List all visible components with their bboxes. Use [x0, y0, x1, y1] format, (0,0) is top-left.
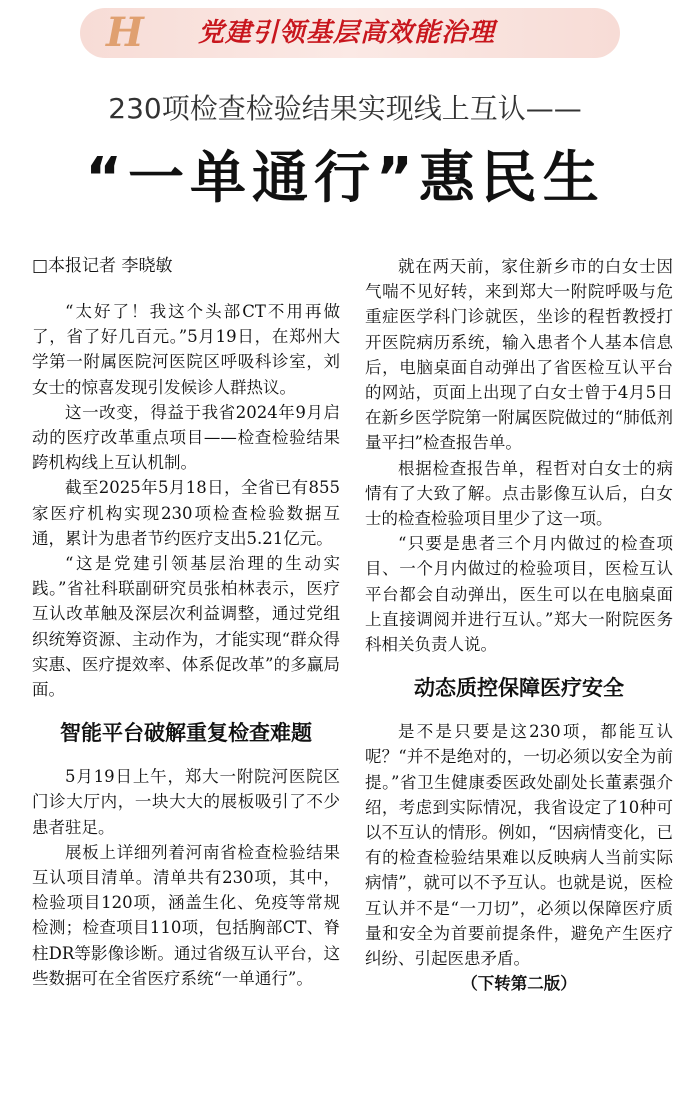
body-paragraph: “这是党建引领基层治理的生动实践。”省社科联副研究员张柏林表示，医疗互认改革触及深层次利益调整，通过党组织统筹资源、主动作为，才能实现“群众得实惠、医疗提效率、体系促改革”的多赢局面。 — [32, 554, 340, 700]
section-heading: 智能平台破解重复检查难题 — [60, 721, 312, 746]
section-banner — [80, 8, 620, 58]
body-paragraph: 根据检查报告单，程哲对白女士的病情有了大致了解。点击影像互认后，白女士的检查检验项目里少了这一项。 — [365, 458, 673, 529]
body-paragraph: 截至2025年5月18日，全省已有855家医疗机构实现230项检查检验数据互通，累计为患者节约医疗支出5.21亿元。 — [32, 478, 340, 548]
continued-note: （下转第二版） — [461, 974, 577, 994]
article-headline: “一单通行”惠民生 — [85, 146, 605, 211]
left-column — [32, 299, 340, 991]
body-paragraph: 5月19日上午，郑大一附院河医院区门诊大厅内，一块大大的展板吸引了不少患者驻足。 — [32, 767, 340, 837]
body-paragraph: 这一改变，得益于我省2024年9月启动的医疗改革重点项目——检查检验结果跨机构线上互认机制。 — [32, 402, 340, 473]
section-heading: 动态质控保障医疗安全 — [414, 676, 624, 701]
banner-letter-logo: H — [106, 9, 144, 56]
body-paragraph: “太好了！我这个头部CT不用再做了，省了好几百元。”5月19日，在郑州大学第一附属医院河医院区呼吸科诊室，刘女士的惊喜发现引发候诊人群热议。 — [32, 302, 340, 397]
body-paragraph: 就在两天前，家住新乡市的白女士因气喘不见好转，来到郑大一附院呼吸与危重症医学科门诊就医，坐诊的程哲教授打开医院病历系统，输入患者个人基本信息后，电脑桌面自动弹出了省医检互认平台的网站，页面上出现了白女士曾于4月5日在新乡医学院第一附属医院做过的“肺低剂量平扫”检查报告单。 — [365, 257, 673, 453]
article-subhead: 230项检查检验结果实现线上互认—— — [108, 92, 582, 125]
right-column — [365, 254, 673, 996]
body-paragraph: “只要是患者三个月内做过的检查项目、一个月内做过的检验项目，医检互认平台都会自动弹出，医生可以在电脑桌面上直接调阅并进行互认。”郑大一附院医务科相关负责人说。 — [365, 534, 673, 655]
body-paragraph: 展板上详细列着河南省检查检验结果互认项目清单。清单共有230项，其中，检验项目120项，涵盖生化、免疫等常规检测；检查项目110项，包括胸部CT、脊柱DR等影像诊断。通过省级互认平台，这些数据可在全省医疗系统“一单通行”。 — [32, 842, 340, 988]
banner-title: 党建引领基层高效能治理 — [198, 18, 496, 48]
article-byline: □本报记者 李晓敏 — [32, 256, 173, 276]
body-paragraph: 是不是只要是这230项，都能互认呢？“并不是绝对的，一切必须以安全为前提。”省卫生健康委医政处副处长董素强介绍，考虑到实际情况，我省设定了10种可以不互认的情形。例如，“因病情变化，已有的检查检验结果难以反映病人当前实际病情”，就可以不予互认。也就是说，医检互认并不是“一刀切”，必须以保障医疗质量和安全为首要前提条件，避免产生医疗纠纷、引起医患矛盾。 — [365, 722, 673, 969]
